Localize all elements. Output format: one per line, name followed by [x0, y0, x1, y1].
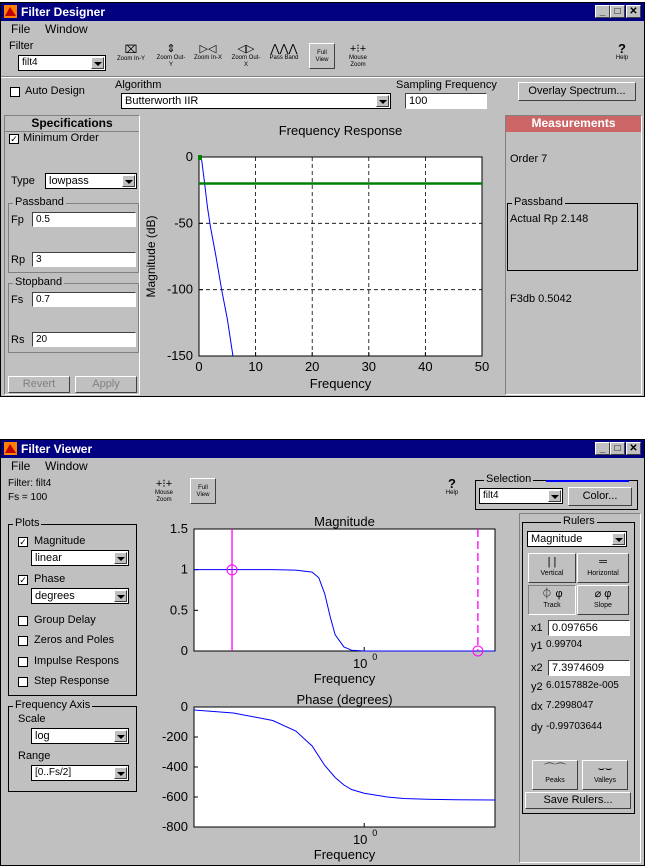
y-tick-label: 0	[180, 643, 188, 658]
actual-rp-value: Actual Rp 2.148	[510, 213, 589, 225]
y-tick-label: -800	[161, 819, 188, 834]
zoom-in-y-label: Zoom In-Y	[117, 56, 146, 62]
help-button[interactable]	[607, 41, 637, 73]
specifications-header: Specifications	[5, 116, 139, 132]
designer-titlebar[interactable]	[1, 3, 644, 21]
ruler-target-select[interactable]	[527, 531, 627, 547]
x-tick-label: 30	[361, 359, 377, 374]
matlab-logo-icon	[4, 5, 17, 18]
pass-band-button[interactable]	[269, 41, 299, 73]
designer-menubar	[1, 21, 644, 37]
plot-area	[194, 529, 495, 651]
y1-value: 0.99704	[546, 639, 583, 650]
type-label: Type	[11, 175, 35, 187]
x-tick-label: 10	[248, 359, 263, 374]
pass-band-label: Pass Band	[269, 55, 299, 61]
y1-label: y1	[531, 640, 543, 652]
scale-label: Scale	[18, 713, 46, 725]
x-tick-label: 40	[418, 359, 433, 374]
magnitude-plot[interactable]	[146, 511, 516, 687]
algorithm-select[interactable]	[121, 93, 391, 109]
zoom-out-y-icon: ⇕	[166, 43, 176, 55]
y-tick-label: 0	[180, 699, 188, 714]
f3db-value: F3db 0.5042	[510, 293, 572, 305]
menu-window[interactable]: Window	[45, 22, 88, 36]
phase-units-value: degrees	[35, 590, 75, 602]
zoom-out-y-button[interactable]	[156, 41, 186, 73]
step-response-checkbox[interactable]	[18, 677, 28, 687]
rs-input[interactable]: 20	[32, 332, 136, 347]
filter-select-value: filt4	[22, 57, 38, 68]
viewer-menubar	[1, 458, 644, 474]
zoom-out-x-icon: ◁▷	[237, 43, 255, 55]
chevron-down-icon	[376, 95, 389, 107]
slope-button[interactable]	[577, 585, 629, 615]
scale-value: log	[35, 730, 50, 742]
valleys-label: Valleys	[593, 777, 617, 784]
viewer-title: Filter Viewer	[21, 442, 93, 456]
track-button[interactable]	[528, 585, 576, 615]
mouse-zoom-icon: +⁝+	[349, 43, 367, 55]
horizontal-label: Horizontal	[587, 570, 619, 577]
mouse-zoom-icon: +⁝+	[155, 478, 173, 490]
color-button[interactable]: Color...	[568, 487, 632, 506]
full-view-button[interactable]	[309, 43, 335, 69]
horizontal-ruler-button[interactable]	[577, 553, 629, 583]
dx-label: dx	[531, 701, 543, 713]
rp-label: Rp	[11, 254, 26, 266]
sampling-frequency-input[interactable]: 100	[405, 93, 487, 109]
y-tick-label: -400	[161, 759, 188, 774]
x-axis-label: Frequency	[313, 671, 376, 686]
viewer-titlebar[interactable]	[1, 440, 644, 458]
menu-file[interactable]: File	[11, 459, 31, 473]
x1-label: x1	[531, 622, 543, 634]
help-button[interactable]	[437, 476, 467, 508]
y-tick-label: 0	[185, 149, 193, 164]
filter-viewer-window	[0, 439, 645, 866]
impulse-response-checkbox[interactable]	[18, 657, 28, 667]
peaks-button[interactable]	[532, 760, 578, 790]
y-tick-label: -600	[161, 789, 188, 804]
selection-select[interactable]	[479, 488, 563, 504]
zoom-out-x-button[interactable]	[231, 41, 261, 73]
stopband-group-label: Stopband	[15, 276, 63, 288]
plots-label: Plots	[15, 517, 40, 529]
frequency-axis-label: Frequency Axis	[15, 699, 91, 711]
x2-label: x2	[531, 662, 543, 674]
order-value: Order 7	[510, 153, 548, 165]
plot-area	[194, 707, 495, 827]
fp-input[interactable]: 0.5	[32, 212, 136, 227]
range-value: [0..Fs/2]	[35, 767, 72, 778]
rulers-label: Rulers	[563, 515, 595, 527]
filter-info: Filter: filt4	[8, 478, 52, 489]
save-rulers-button[interactable]: Save Rulers...	[525, 792, 631, 809]
apply-button[interactable]: Apply	[75, 376, 137, 393]
chevron-down-icon	[91, 57, 104, 69]
rp-input[interactable]: 3	[32, 252, 136, 267]
y2-value: 6.0157882e-005	[546, 680, 619, 691]
y-tick-label: 1.5	[169, 521, 188, 536]
measurements-header: Measurements	[506, 116, 641, 132]
magnitude-checkbox[interactable]: ✓	[19, 537, 27, 547]
help-label: Help	[445, 490, 459, 496]
menu-window[interactable]: Window	[45, 459, 88, 473]
full-view-button[interactable]	[190, 478, 216, 504]
zoom-in-x-button[interactable]	[193, 41, 223, 73]
phase-units-select[interactable]	[31, 588, 129, 604]
passband-handle	[198, 155, 202, 160]
x-tick-label: 10	[352, 832, 368, 847]
help-icon: ?	[618, 41, 626, 56]
valleys-button[interactable]	[582, 760, 628, 790]
selection-line-sample	[546, 480, 629, 482]
filter-designer-window	[0, 2, 645, 397]
frequency-response-plot[interactable]	[141, 115, 504, 395]
mouse-zoom-label: Mouse Zoom	[348, 55, 367, 68]
fs-label: Fs	[11, 294, 24, 306]
chevron-down-icon	[612, 533, 625, 545]
zoom-in-y-icon: ⌧	[124, 44, 138, 56]
peaks-icon: ⌒⌒	[544, 763, 566, 775]
minimum-order-label: Minimum Order	[23, 132, 99, 144]
x-tick-exponent: 0	[372, 652, 378, 662]
y-tick-label: -150	[166, 348, 193, 363]
magnitude-label: Magnitude	[34, 535, 86, 547]
close-button[interactable]: ✕	[626, 442, 641, 455]
phase-plot[interactable]	[146, 687, 516, 866]
chevron-down-icon	[548, 490, 561, 502]
toolbar-divider	[1, 76, 644, 78]
selection-value: filt4	[483, 490, 499, 501]
zeros-poles-checkbox[interactable]	[18, 636, 28, 646]
zoom-in-y-button[interactable]	[116, 41, 146, 73]
chart-title: Frequency Response	[278, 123, 403, 138]
x-tick-label: 0	[195, 359, 203, 374]
dy-label: dy	[531, 722, 543, 734]
y2-label: y2	[531, 681, 543, 693]
plot-area	[199, 157, 482, 356]
rs-label: Rs	[11, 334, 25, 346]
mouse-zoom-label: Mouse Zoom	[154, 490, 173, 503]
mouse-zoom-button[interactable]	[149, 476, 179, 508]
phase-label: Phase	[34, 573, 66, 585]
group-delay-label: Group Delay	[34, 614, 96, 626]
y-tick-label: -50	[174, 215, 193, 231]
minimum-order-checkbox[interactable]: ✓	[10, 134, 18, 144]
help-label: Help	[615, 55, 629, 61]
type-value: lowpass	[49, 175, 89, 187]
chart-title: Phase (degrees)	[296, 692, 393, 707]
x1-input[interactable]: 0.097656	[548, 620, 630, 636]
vertical-label: Vertical	[540, 570, 564, 577]
algorithm-value: Butterworth IIR	[125, 95, 199, 107]
track-icon: ⏀ φ	[541, 588, 563, 600]
y-tick-label: -200	[161, 729, 188, 744]
overlay-spectrum-button[interactable]: Overlay Spectrum...	[518, 82, 636, 101]
designer-title: Filter Designer	[21, 5, 106, 19]
dy-value: -0.99703644	[546, 721, 603, 732]
chevron-down-icon	[122, 175, 135, 187]
horizontal-ruler-icon: ═	[599, 556, 607, 568]
range-label: Range	[18, 750, 51, 762]
full-view-label: Full View	[196, 485, 210, 498]
x-tick-label: 50	[474, 359, 490, 374]
peaks-label: Peaks	[545, 777, 565, 784]
zoom-in-x-icon: ▷◁	[199, 43, 217, 55]
selection-label: Selection	[486, 473, 532, 485]
x-tick-label: 20	[304, 359, 320, 374]
chevron-down-icon	[114, 590, 127, 602]
zoom-in-x-label: Zoom In-X	[193, 55, 222, 61]
filter-select[interactable]	[18, 55, 106, 71]
scale-select[interactable]	[31, 728, 129, 744]
magnitude-scale-value: linear	[35, 552, 62, 564]
minimize-button[interactable]: _	[595, 442, 610, 455]
zoom-out-y-label: Zoom Out-Y	[156, 55, 186, 68]
y-tick-label: 0.5	[169, 602, 188, 618]
impulse-response-label: Impulse Respons	[34, 655, 119, 667]
zeros-poles-label: Zeros and Poles	[34, 634, 115, 646]
vertical-ruler-button[interactable]	[528, 553, 576, 583]
phase-checkbox[interactable]: ✓	[19, 575, 27, 585]
magnitude-scale-select[interactable]	[31, 550, 129, 566]
chart-title: Magnitude	[314, 514, 375, 529]
auto-design-checkbox[interactable]	[10, 87, 20, 97]
pass-band-icon: ⋀⋀⋀	[270, 43, 298, 55]
sampling-frequency-label: Sampling Frequency	[396, 79, 497, 91]
chevron-down-icon	[114, 767, 127, 779]
fs-input[interactable]: 0.7	[32, 292, 136, 307]
slope-icon: ⌀ φ	[594, 588, 612, 600]
minimize-button[interactable]: _	[595, 5, 610, 18]
zoom-out-x-label: Zoom Out-X	[231, 55, 261, 68]
chevron-down-icon	[114, 730, 127, 742]
passband-group-label: Passband	[15, 196, 64, 208]
type-select[interactable]	[45, 173, 137, 189]
chevron-down-icon	[114, 552, 127, 564]
filter-label: Filter	[9, 40, 34, 52]
x-axis-label: Frequency	[309, 376, 372, 391]
slope-label: Slope	[594, 602, 612, 609]
group-delay-checkbox[interactable]	[18, 616, 28, 626]
revert-button[interactable]: Revert	[8, 376, 70, 393]
auto-design-label: Auto Design	[25, 85, 85, 97]
mouse-zoom-button[interactable]	[343, 41, 373, 73]
x2-input[interactable]: 7.3974609	[548, 660, 630, 676]
fs-info: Fs = 100	[8, 492, 48, 503]
measurements-passband-label: Passband	[514, 196, 563, 208]
help-icon: ?	[448, 476, 456, 491]
range-select[interactable]	[31, 765, 129, 781]
full-view-label: Full View	[315, 50, 329, 63]
close-button[interactable]: ✕	[626, 5, 641, 18]
fp-label: Fp	[11, 214, 24, 226]
valleys-icon: ⌣⌣	[597, 763, 613, 775]
maximize-button[interactable]: □	[610, 5, 625, 18]
x-tick-label: 10	[352, 656, 368, 671]
x-tick-exponent: 0	[372, 828, 378, 838]
vertical-ruler-icon: | |	[547, 556, 557, 568]
ruler-target-value: Magnitude	[531, 533, 583, 545]
matlab-logo-icon	[4, 442, 17, 455]
step-response-label: Step Response	[34, 675, 110, 687]
y-axis-label: Magnitude (dB)	[144, 215, 158, 298]
track-label: Track	[543, 602, 561, 609]
x-axis-label: Frequency	[313, 847, 376, 862]
dx-value: 7.2998047	[546, 700, 594, 711]
menu-file[interactable]: File	[11, 22, 31, 36]
y-tick-label: 1	[180, 561, 188, 577]
maximize-button[interactable]: □	[610, 442, 625, 455]
y-tick-label: -100	[166, 281, 193, 297]
algorithm-label: Algorithm	[115, 79, 162, 91]
